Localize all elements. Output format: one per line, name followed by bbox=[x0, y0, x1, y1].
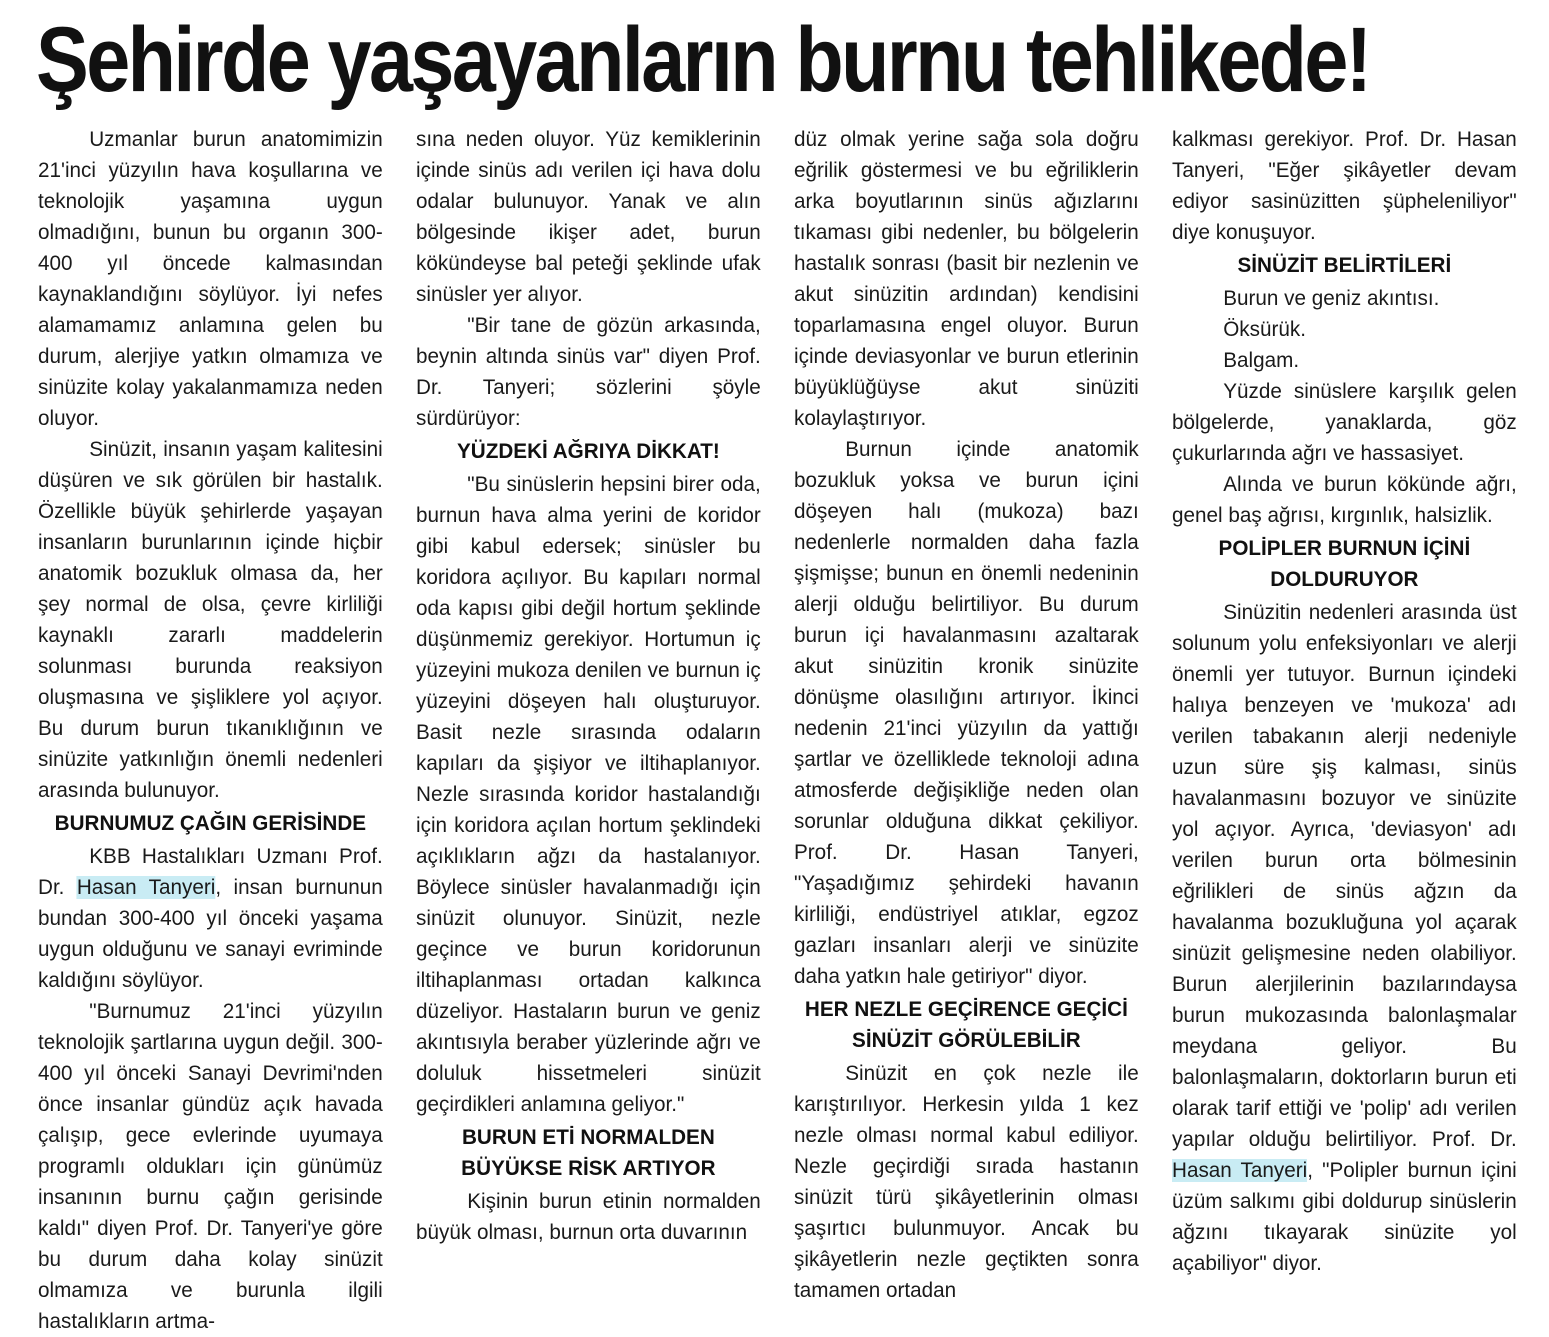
paragraph: düz olmak yerine sağa sola doğru eğrilik göstermesi ve bu eğriliklerin arka boyutlarının sinüs ağızlarını tıkaması gibi nedenler, bu bölgelerin hastalık sonrası (basit bir nezlenin ve akut sinüzitin ardından) kendisini toparlamasına engel oluyor. Burun içinde deviasyonlar ve burun etlerinin büyüklüğüyse akut sinüziti kolaylaştırıyor. bbox=[794, 128, 1139, 430]
highlighted-name: Hasan Tanyeri bbox=[1172, 1159, 1308, 1182]
paragraph: sına neden oluyor. Yüz kemiklerinin içinde sinüs adı verilen içi hava dolu odalar bulunuyor. Yanak ve alın bölgesinde ikişer adet, burun kökündeyse bal peteği şeklinde ufak sinüsler yer alıyor. bbox=[416, 128, 761, 306]
headline: Şehirde yaşayanların burnu tehlikede! bbox=[36, 9, 1370, 111]
paragraph: Kişinin burun etinin normalden büyük olması, burnun orta duvarının bbox=[416, 1190, 761, 1244]
subheading-line: SİNÜZİT GÖRÜLEBİLİR bbox=[852, 1029, 1081, 1052]
text-run: Sinüzitin nedenleri arasında üst solunum yolu enfeksiyonları ve alerji önemli yer tutuyor. Burnun içindeki halıya benzeyen ve 'mukoza' adı verilen tabakanın alerji nedeniyle uzun süre şiş kalması, sinüs havalanmasını bozuyor ve sinüzite yol açıyor. Ayrıca, 'deviasyon' adı verilen burun orta bölmesinin eğrilikleri de sinüs ağzın da havalanma bozukluğuna yol açarak sinüzit gelişmesine neden olabiliyor. Burun alerjilerinin bazılarındaysa burun mukozasında balonlaşmalar meydana geliyor. Bu balonlaşmaların, doktorların burun eti olarak tarif ettiği ve 'polip' adı verilen yapılar olduğu belirtiliyor. Prof. Dr. bbox=[1172, 601, 1517, 1151]
subheading-line: BURUN ETİ NORMALDEN bbox=[461, 1126, 715, 1149]
paragraph bbox=[1172, 597, 1517, 1279]
paragraph: Sinüzit, insanın yaşam kalitesini düşüren ve sık görülen bir hastalık. Özellikle büyük şehirlerde yaşayan insanların burunlarının içinde hiçbir anatomik bozukluk olmasa da, her şey normal de olsa, çevre kirliliği kaynaklı zararlı maddelerin solunması burunda reaksiyon oluşmasına ve şişliklere yol açıyor. Bu durum burun tıkanıklığının ve sinüzite yatkınlığın önemli nedenleri arasında bulunuyor. bbox=[38, 438, 383, 802]
symptom-item: Balgam. bbox=[1223, 349, 1300, 372]
subheading-line: POLİPLER BURNUN İÇİNİ bbox=[1218, 537, 1471, 560]
column-3 bbox=[794, 124, 1139, 1306]
highlighted-name: Hasan Tanyeri bbox=[76, 876, 216, 899]
subheading bbox=[1172, 533, 1517, 595]
subheading bbox=[416, 1122, 761, 1184]
paragraph bbox=[38, 841, 383, 996]
column-2 bbox=[416, 124, 761, 1248]
paragraph: Alında ve burun kökünde ağrı, genel baş ağrısı, kırgınlık, halsizlik. bbox=[1172, 473, 1517, 527]
paragraph: "Bir tane de gözün arkasında, beynin altında sinüs var" diyen Prof. Dr. Tanyeri; sözlerini şöyle sürdürüyor: bbox=[416, 314, 761, 430]
text-run: , insan burnunun bundan 300-400 yıl önceki yaşama uygun olduğunu ve sanayi evriminde kaldığını söylüyor. bbox=[38, 876, 383, 992]
subheading-line: DOLDURUYOR bbox=[1270, 568, 1419, 591]
text-run: , "Polipler burnun içini üzüm salkımı gibi doldurup sinüslerin ağzını tıkayarak sinüzite yol açabiliyor" diyor. bbox=[1172, 1159, 1517, 1275]
subheading: SİNÜZİT BELİRTİLERİ bbox=[1237, 254, 1452, 277]
column-1 bbox=[38, 124, 383, 1337]
subheading: BURNUMUZ ÇAĞIN GERİSİNDE bbox=[54, 812, 367, 835]
column-4 bbox=[1172, 124, 1517, 1279]
paragraph: Burnun içinde anatomik bozukluk yoksa ve burun içini döşeyen halı (mukoza) bazı nedenlerle normalden daha fazla şişmişse; bunun en önemli nedeninin alerji olduğu belirtiliyor. Bu durum burun içi havalanmasını azaltarak akut sinüzitin kronik sinüzite dönüşme olasılığını artırıyor. İkinci nedenin 21'inci yüzyılın da yattığı şartlar ve özelliklede teknoloji adına atmosferde değişikliğe neden olan sorunlar olduğuna dikkat çekiliyor. Prof. Dr. Hasan Tanyeri, "Yaşadığımız şehirdeki havanın kirliliği, endüstriyel atıklar, egzoz gazları insanları alerji ve sinüzite daha yatkın hale getiriyor" diyor. bbox=[794, 438, 1139, 988]
paragraph: Uzmanlar burun anatomimizin 21'inci yüzyılın hava koşullarına ve teknolojik yaşamına uygun olmadığını, bunun bu organın 300-400 yıl öncede kalmasından kaynaklandığını söylüyor. İyi nefes alamamamız anlamına gelen bu durum, alerjiye yatkın olmamıza ve sinüzite kolay yakalanmamıza neden oluyor. bbox=[38, 128, 383, 430]
paragraph: Yüzde sinüslere karşılık gelen bölgelerde, yanaklarda, göz çukurlarında ağrı ve hassasiyet. bbox=[1172, 380, 1517, 465]
subheading bbox=[794, 994, 1139, 1056]
symptom-item: Burun ve geniz akıntısı. bbox=[1223, 287, 1440, 310]
subheading: YÜZDEKİ AĞRIYA DİKKAT! bbox=[456, 440, 720, 463]
subheading-line: HER NEZLE GEÇİRENCE GEÇİCİ bbox=[804, 998, 1128, 1021]
paragraph: Sinüzit en çok nezle ile karıştırılıyor. Herkesin yılda 1 kez nezle olması normal kabul ediliyor. Nezle geçirdiği sırada hastanın sinüzit türü şikâyetlerinin olması şaşırtıcı bulunmuyor. Ancak bu şikâyetlerin nezle geçtikten sonra tamamen ortadan bbox=[794, 1062, 1139, 1302]
paragraph: "Burnumuz 21'inci yüzyılın teknolojik şartlarına uygun değil. 300-400 yıl önceki Sanayi Devrimi'nden önce insanlar gündüz açık havada çalışıp, gece evlerinde uyumaya programlı oldukları için günümüz insanının burnu çağın gerisinde kaldı" diyen Prof. Dr. Tanyeri'ye göre bu durum daha kolay sinüzit olmamıza ve burunla ilgili hastalıkların artma- bbox=[38, 1000, 383, 1333]
symptom-item: Öksürük. bbox=[1223, 318, 1306, 341]
paragraph: "Bu sinüslerin hepsini birer oda, burnun hava alma yerini de koridor gibi kabul edersek; sinüsler bu koridora açılıyor. Bu kapıları normal oda kapısı gibi değil hortum şeklinde düşünmemiz gerekiyor. Hortumun iç yüzeyini mukoza denilen ve burnun iç yüzeyini döşeyen halı oluşturuyor. Basit nezle sırasında odaların kapıları da şişiyor ve iltihaplanıyor. Nezle sırasında koridor hastalandığı için koridora açılan hortum şeklindeki açıklıkların ağzı da hastalanıyor. Böylece sinüsler havalanmadığı için sinüzit olunuyor. Sinüzit, nezle geçince ve burun koridorunun iltihaplanması ortadan kalkınca düzeliyor. Hastaların burun ve geniz akıntısıyla beraber yüzlerinde ağrı ve doluluk hissetmeleri sinüzit geçirdikleri anlamına geliyor." bbox=[416, 473, 761, 1116]
paragraph: kalkması gerekiyor. Prof. Dr. Hasan Tanyeri, "Eğer şikâyetler devam ediyor sasinüzitten şüpheleniliyor" diye konuşuyor. bbox=[1172, 128, 1517, 244]
text-run: KBB Hastalıkları Uzmanı Prof. Dr. bbox=[38, 845, 383, 899]
subheading-line: BÜYÜKSE RİSK ARTIYOR bbox=[461, 1157, 716, 1180]
